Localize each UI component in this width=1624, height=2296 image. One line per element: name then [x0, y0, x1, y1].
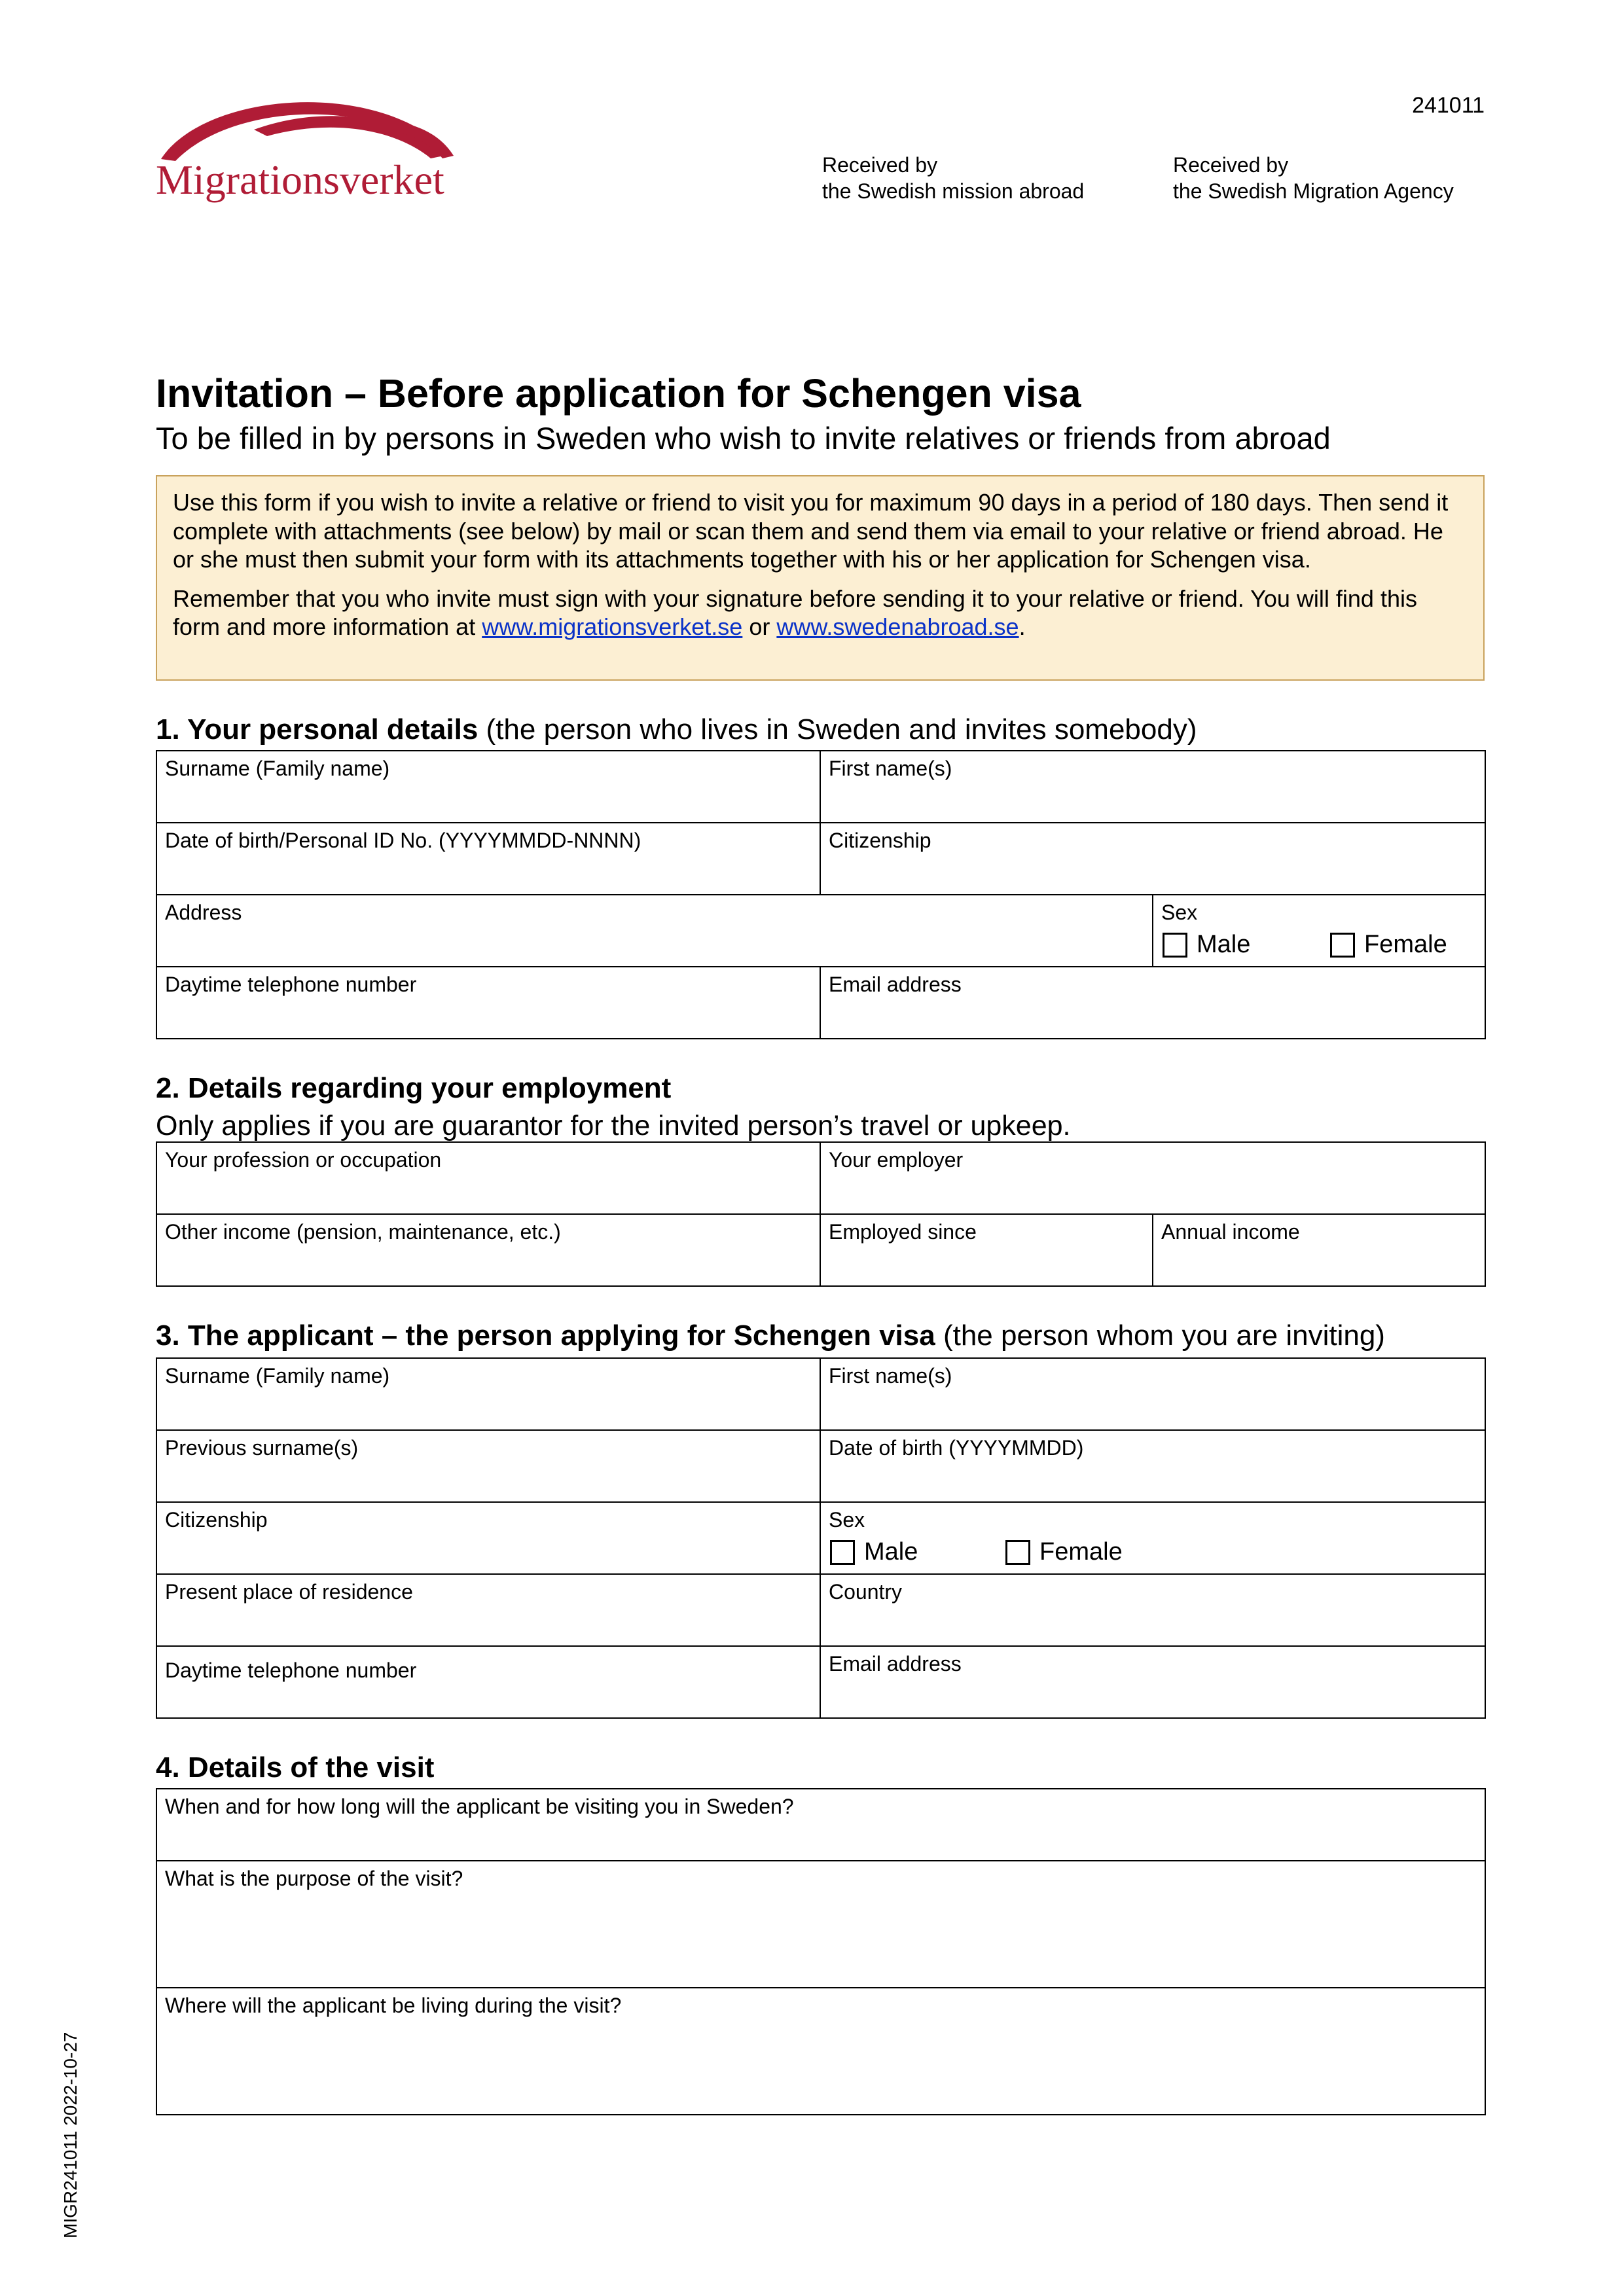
- s2-other-income-field[interactable]: [156, 1213, 821, 1287]
- page-title: Invitation – Before application for Schengen visa: [156, 371, 1081, 416]
- section3-note: (the person whom you are inviting): [935, 1319, 1385, 1352]
- s1-surname-label: Surname (Family name): [165, 757, 390, 780]
- s3-dob-field[interactable]: [820, 1429, 1486, 1503]
- s3-previous-surnames-field[interactable]: [156, 1429, 821, 1503]
- s2-employed-since-field[interactable]: [820, 1213, 1153, 1287]
- s1-dob-id-field[interactable]: [156, 822, 821, 895]
- section2-grid: [156, 1141, 1486, 1287]
- received-agency-line1: Received by: [1173, 153, 1289, 177]
- s1-citizenship-field[interactable]: [820, 822, 1486, 895]
- s2-employer-label: Your employer: [829, 1148, 964, 1172]
- section4-title: 4. Details of the visit: [156, 1751, 435, 1784]
- migrationsverket-logo: [156, 90, 477, 215]
- s1-dob-id-label: Date of birth/Personal ID No. (YYYYMMDD-NNNN): [165, 829, 641, 852]
- s3-citizenship-label: Citizenship: [165, 1508, 268, 1532]
- section2-heading: [156, 1072, 671, 1105]
- logo-wordmark: Migrationsverket: [156, 156, 444, 203]
- s2-annual-income-field[interactable]: [1152, 1213, 1486, 1287]
- s1-sex-field: [1152, 894, 1486, 967]
- section1-grid: [156, 750, 1486, 1039]
- s3-female-option[interactable]: [1005, 1538, 1123, 1566]
- received-by-agency: [1173, 152, 1454, 204]
- s1-male-label: Male: [1197, 931, 1251, 958]
- s3-first-names-label: First name(s): [829, 1364, 952, 1388]
- s2-annual-income-label: Annual income: [1161, 1220, 1300, 1244]
- s3-email-field[interactable]: [820, 1645, 1486, 1719]
- s3-male-label: Male: [864, 1538, 918, 1566]
- s3-previous-surnames-label: Previous surname(s): [165, 1436, 359, 1460]
- s4-when-field[interactable]: [156, 1788, 1486, 1861]
- s3-phone-label: Daytime telephone number: [165, 1659, 417, 1682]
- section1-heading: [156, 713, 1197, 746]
- s1-phone-label: Daytime telephone number: [165, 973, 417, 996]
- s1-female-label: Female: [1364, 931, 1447, 958]
- received-by-mission: [822, 152, 1084, 204]
- s3-male-option[interactable]: [830, 1538, 918, 1566]
- s1-female-checkbox[interactable]: [1330, 933, 1355, 958]
- s3-first-names-field[interactable]: [820, 1357, 1486, 1431]
- s1-phone-field[interactable]: [156, 966, 821, 1039]
- s1-first-names-label: First name(s): [829, 757, 952, 780]
- s3-surname-field[interactable]: [156, 1357, 821, 1431]
- s2-other-income-label: Other income (pension, maintenance, etc.): [165, 1220, 561, 1244]
- section2-title: 2. Details regarding your employment: [156, 1072, 672, 1104]
- s1-female-option[interactable]: [1330, 931, 1447, 959]
- s3-country-field[interactable]: [820, 1573, 1486, 1647]
- form-code-footer: MIGR241011 2022-10-27: [60, 2032, 81, 2238]
- s1-email-label: Email address: [829, 973, 962, 996]
- s1-first-names-field[interactable]: [820, 750, 1486, 823]
- s3-sex-label: Sex: [829, 1508, 865, 1532]
- s1-male-option[interactable]: [1163, 931, 1250, 959]
- s3-phone-field[interactable]: [156, 1645, 821, 1719]
- s3-residence-field[interactable]: [156, 1573, 821, 1647]
- page-subtitle: To be filled in by persons in Sweden who wish to invite relatives or friends from abroad: [156, 421, 1331, 456]
- s2-profession-label: Your profession or occupation: [165, 1148, 442, 1172]
- form-number: 241011: [1412, 93, 1485, 118]
- info-p2-or: or: [742, 613, 777, 640]
- s2-employer-field[interactable]: [820, 1141, 1486, 1215]
- s4-purpose-field[interactable]: [156, 1860, 1486, 1988]
- section3-heading: [156, 1319, 1385, 1352]
- s4-when-label: When and for how long will the applicant be visiting you in Sweden?: [165, 1795, 794, 1818]
- s3-sex-field: [820, 1501, 1486, 1575]
- section3-title: 3. The applicant – the person applying for Schengen visa: [156, 1319, 935, 1352]
- section4-grid: [156, 1788, 1486, 2117]
- s1-surname-field[interactable]: [156, 750, 821, 823]
- s1-citizenship-label: Citizenship: [829, 829, 931, 852]
- section4-heading: [156, 1751, 434, 1784]
- migrationsverket-link[interactable]: www.migrationsverket.se: [482, 613, 743, 640]
- section2-subheading: Only applies if you are guarantor for the invited person’s travel or upkeep.: [156, 1110, 1071, 1141]
- s3-dob-label: Date of birth (YYYYMMDD): [829, 1436, 1084, 1460]
- s2-profession-field[interactable]: [156, 1141, 821, 1215]
- s1-email-field[interactable]: [820, 966, 1486, 1039]
- s4-purpose-label: What is the purpose of the visit?: [165, 1867, 463, 1890]
- section3-grid: [156, 1357, 1486, 1719]
- section1-title: 1. Your personal details: [156, 713, 478, 745]
- s3-surname-label: Surname (Family name): [165, 1364, 390, 1388]
- s1-address-label: Address: [165, 901, 242, 924]
- s4-living-label: Where will the applicant be living during the visit?: [165, 1994, 622, 2017]
- s3-male-checkbox[interactable]: [830, 1540, 855, 1565]
- s1-male-checkbox[interactable]: [1163, 933, 1187, 958]
- s3-residence-label: Present place of residence: [165, 1580, 413, 1604]
- s3-country-label: Country: [829, 1580, 903, 1604]
- s1-address-field[interactable]: [156, 894, 1153, 967]
- section1-note: (the person who lives in Sweden and invites somebody): [478, 713, 1197, 745]
- info-box: [156, 475, 1485, 681]
- s4-living-field[interactable]: [156, 1987, 1486, 2115]
- swedenabroad-link[interactable]: www.swedenabroad.se: [776, 613, 1019, 640]
- info-p2-text: Remember that you who invite must sign with your signature before sending it to your relative or friend. You will find this form and more information at: [173, 584, 1417, 640]
- s3-email-label: Email address: [829, 1652, 962, 1676]
- s3-female-label: Female: [1039, 1538, 1123, 1566]
- info-paragraph-2: [173, 584, 1468, 641]
- s3-female-checkbox[interactable]: [1005, 1540, 1030, 1565]
- s1-sex-label: Sex: [1161, 901, 1198, 924]
- s3-citizenship-field[interactable]: [156, 1501, 821, 1575]
- info-p2-end: .: [1019, 613, 1026, 640]
- received-agency-line2: the Swedish Migration Agency: [1173, 179, 1454, 203]
- received-mission-line1: Received by: [822, 153, 938, 177]
- info-paragraph-1: Use this form if you wish to invite a relative or friend to visit you for maximum 90 days in a period of 180 days. Then send it complete with attachments (see below) by mail or scan them and send them via email to your relative or friend abroad. He or she must then submit your form with its attachments together with his or her application for Schengen visa.: [173, 489, 1449, 573]
- received-mission-line2: the Swedish mission abroad: [822, 179, 1085, 203]
- s2-employed-since-label: Employed since: [829, 1220, 977, 1244]
